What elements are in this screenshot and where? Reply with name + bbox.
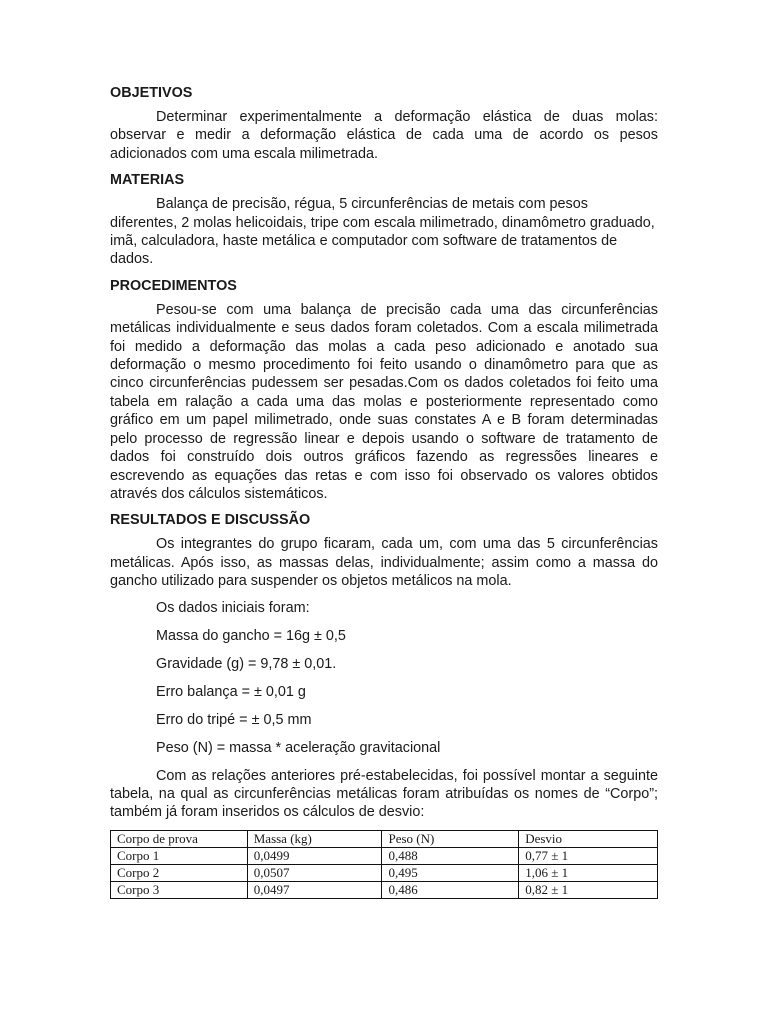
table-cell: 0,488 <box>382 847 519 864</box>
table-cell: 0,77 ± 1 <box>519 847 658 864</box>
table-row <box>111 864 658 881</box>
dado-massa-gancho: Massa do gancho = 16g ± 0,5 <box>156 627 346 644</box>
section-objetivos <box>110 84 658 163</box>
section-materias <box>110 171 658 269</box>
table-cell: 0,82 ± 1 <box>519 881 658 898</box>
table-cell: 0,0507 <box>247 864 382 881</box>
section-procedimentos <box>110 277 658 503</box>
dado-erro-tripe: Erro do tripé = ± 0,5 mm <box>156 711 312 728</box>
table-header-massa: Massa (kg) <box>247 830 382 847</box>
table-cell: Corpo 1 <box>111 847 248 864</box>
heading-materias: MATERIAS <box>110 172 185 189</box>
table-cell: 0,495 <box>382 864 519 881</box>
table-header-desvio: Desvio <box>519 830 658 847</box>
paragraph-materias: Balança de precisão, régua, 5 circunferências de metais com pesos diferentes, 2 molas helicoidais, tripe com escala milimetrado, dinamômetro graduado, imã, calculadora, haste metálica e computador com software de tratamentos de dados. <box>110 196 655 268</box>
document-page <box>110 84 658 899</box>
table-header-peso: Peso (N) <box>382 830 519 847</box>
table-row <box>111 881 658 898</box>
table-cell: 1,06 ± 1 <box>519 864 658 881</box>
heading-objetivos: OBJETIVOS <box>110 85 193 101</box>
dado-peso-formula: Peso (N) = massa * aceleração gravitacional <box>156 739 441 756</box>
paragraph-objetivos: Determinar experimentalmente a deformação elástica de duas molas: observar e medir a deformação elástica de cada uma de acordo os pesos adicionados com uma escala milimetrada. <box>110 109 658 162</box>
table-cell: Corpo 3 <box>111 881 248 898</box>
table-header-corpo: Corpo de prova <box>111 830 248 847</box>
table-cell: Corpo 2 <box>111 864 248 881</box>
dado-erro-balanca: Erro balança = ± 0,01 g <box>156 683 306 700</box>
paragraph-procedimentos: Pesou-se com uma balança de precisão cada uma das circunferências metálicas individualmente e seus dados foram coletados. Com a escala milimetrada foi medido a deformação das molas a cada peso adicionado e anotado sua deformação o mesmo procedimento foi feito usando o dinamômetro para que as cinco circunferências pudessem ser pesadas.Com os dados coletados foi feito uma tabela em ralação a cada uma das molas e posteriormente representado como gráfico em um papel milimetrado, onde suas constates A e B foram determinadas pelo processo de regressão linear e depois usando o software de tratamento de dados foi construído dois outros gráficos fazendo as regressões lineares e escrevendo as equações das retas e com isso foi observado os valores obtidos através dos cálculos sistemáticos. <box>110 301 658 502</box>
section-resultados <box>110 511 658 821</box>
dados-iniciais-intro: Os dados iniciais foram: <box>156 599 310 616</box>
paragraph-resultados-1: Os integrantes do grupo ficaram, cada um, com uma das 5 circunferências metálicas. Após isso, as massas delas, individualmente; assim como a massa do gancho utilizado para suspender os objetos metálicos na mola. <box>110 536 658 590</box>
table-cell: 0,0499 <box>247 847 382 864</box>
dado-gravidade: Gravidade (g) = 9,78 ± 0,01. <box>156 655 337 672</box>
table-cell: 0,486 <box>382 881 519 898</box>
table-header-row <box>111 830 658 847</box>
heading-procedimentos: PROCEDIMENTOS <box>110 277 237 294</box>
paragraph-resultados-2: Com as relações anteriores pré-estabelecidas, foi possível montar a seguinte tabela, na qual as circunferências metálicas foram atribuídas os nomes de “Corpo”; também já foram inseridos os cálculos de desvio: <box>110 767 658 821</box>
table-cell: 0,0497 <box>247 881 382 898</box>
table-row <box>111 847 658 864</box>
heading-resultados: RESULTADOS E DISCUSSÃO <box>110 512 311 529</box>
results-table <box>110 830 658 899</box>
